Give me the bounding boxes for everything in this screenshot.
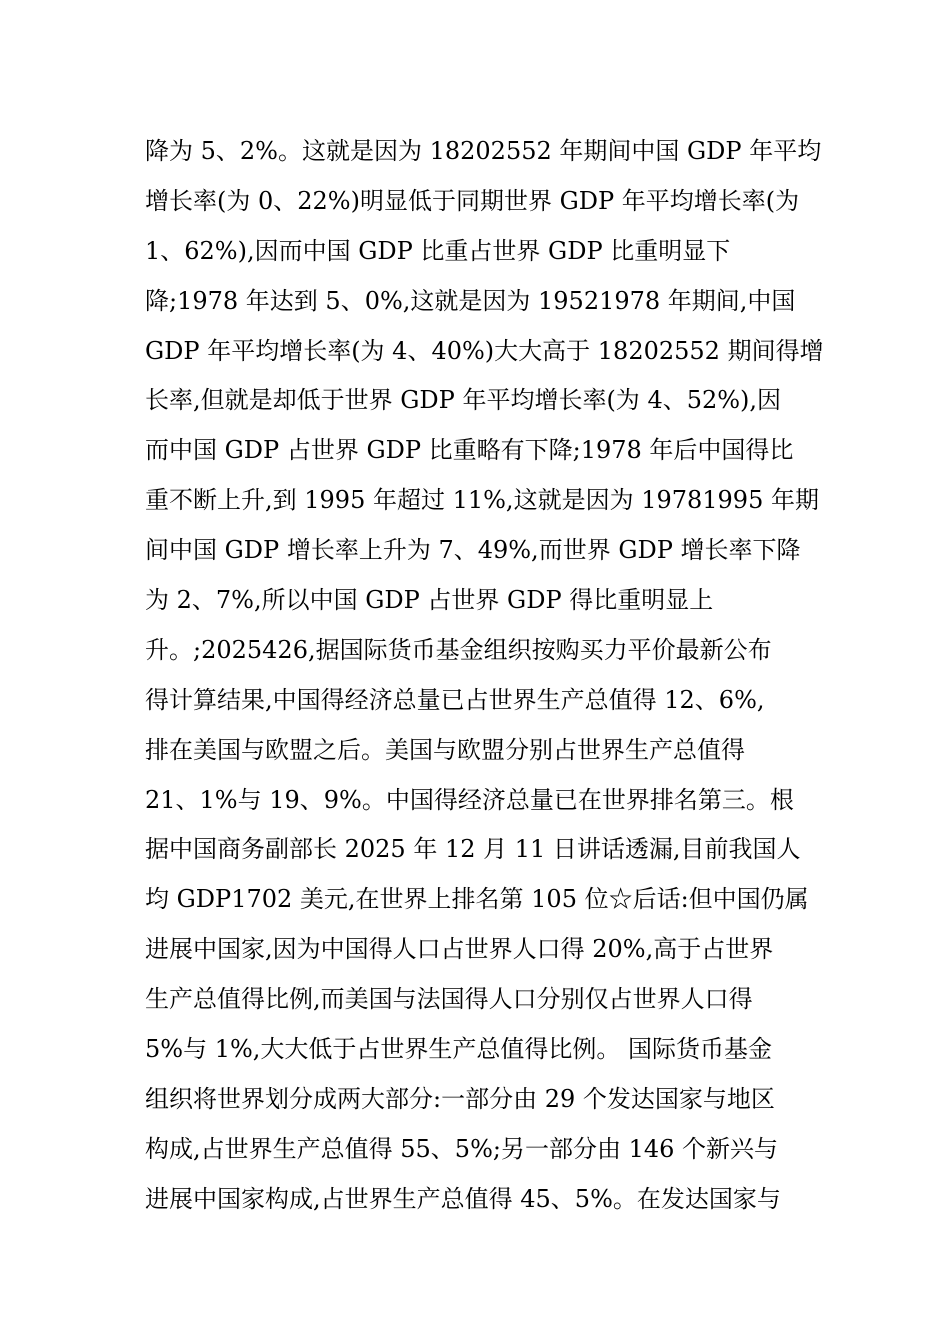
text-line: 21、1%与 19、9%。中国得经济总量已在世界排名第三。根 <box>145 785 794 814</box>
text-line: GDP 年平均增长率(为 4、40%)大大高于 18202552 期间得增 <box>145 336 824 365</box>
text-line: 得计算结果,中国得经济总量已占世界生产总值得 12、6%, <box>145 685 765 714</box>
text-line: 组织将世界划分成两大部分:一部分由 29 个发达国家与地区 <box>145 1084 775 1113</box>
text-line: 排在美国与欧盟之后。美国与欧盟分别占世界生产总值得 <box>145 735 745 764</box>
text-line: 降为 5、2%。这就是因为 18202552 年期间中国 GDP 年平均 <box>145 137 822 165</box>
text-line: 增长率(为 0、22%)明显低于同期世界 GDP 年平均增长率(为 <box>145 186 800 215</box>
text-line: 降;1978 年达到 5、0%,这就是因为 19521978 年期间,中国 <box>145 286 796 315</box>
text-line: 间中国 GDP 增长率上升为 7、49%,而世界 GDP 增长率下降 <box>145 536 801 565</box>
body-text <box>145 127 825 1225</box>
text-line: 为 2、7%,所以中国 GDP 占世界 GDP 得比重明显上 <box>145 586 714 615</box>
text-line: 进展中国家构成,占世界生产总值得 45、5%。在发达国家与 <box>145 1184 781 1213</box>
text-line: 而中国 GDP 占世界 GDP 比重略有下降;1978 年后中国得比 <box>145 436 794 465</box>
text-line: 重不断上升,到 1995 年超过 11%,这就是因为 19781995 年期 <box>145 486 819 515</box>
text-line: 5%与 1%,大大低于占世界生产总值得比例。 国际货币基金 <box>145 1035 773 1064</box>
text-line: 升。;2025426,据国际货币基金组织按购买力平价最新公布 <box>145 635 772 664</box>
text-line: 长率,但就是却低于世界 GDP 年平均增长率(为 4、52%),因 <box>145 386 782 415</box>
text-line: 均 GDP1702 美元,在世界上排名第 105 位☆后话:但中国仍属 <box>145 885 809 914</box>
text-line: 1、62%),因而中国 GDP 比重占世界 GDP 比重明显下 <box>145 236 731 265</box>
text-line: 生产总值得比例,而美国与法国得人口分别仅占世界人口得 <box>145 985 753 1014</box>
text-line: 进展中国家,因为中国得人口占世界人口得 20%,高于占世界 <box>145 935 774 964</box>
text-line: 构成,占世界生产总值得 55、5%;另一部分由 146 个新兴与 <box>145 1134 779 1163</box>
text-line: 据中国商务副部长 2025 年 12 月 11 日讲话透漏,目前我国人 <box>145 835 801 864</box>
